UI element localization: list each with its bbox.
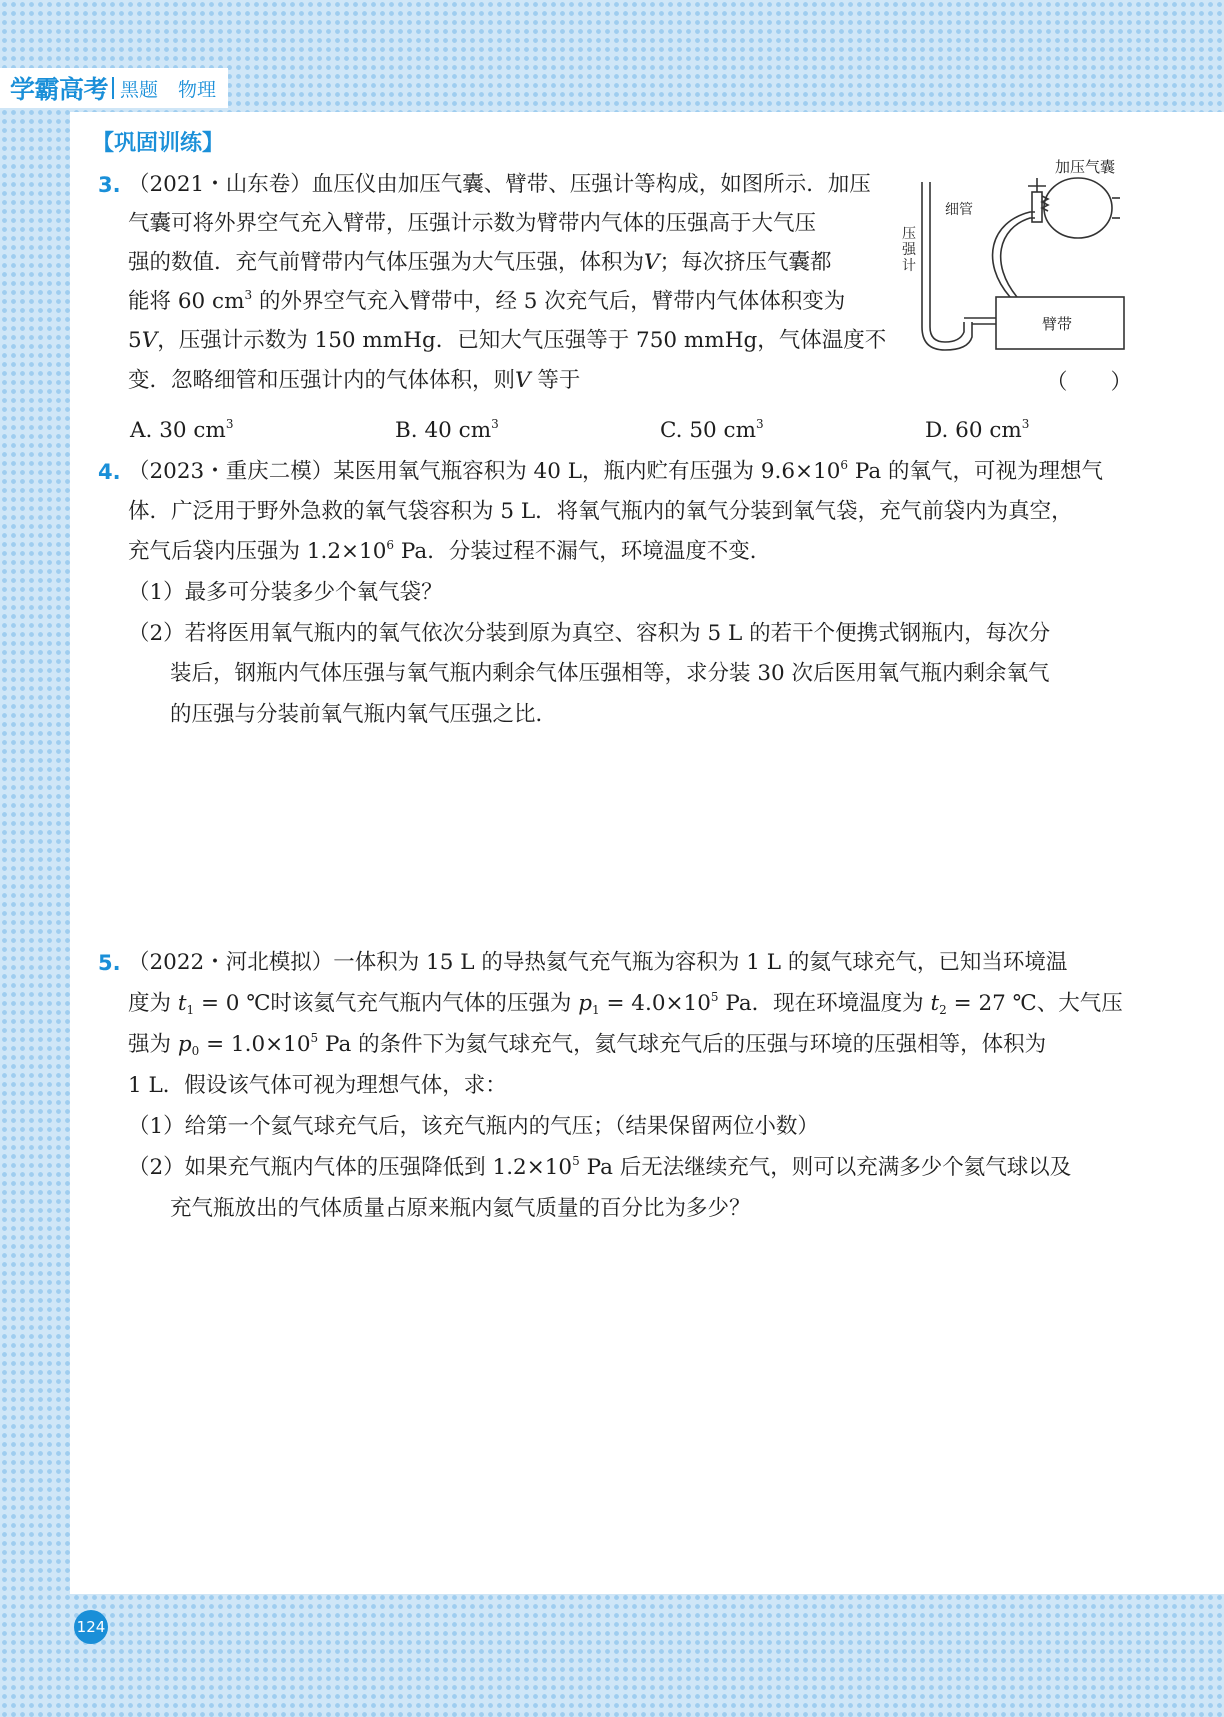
q4-sub-2-line-2: 装后，钢瓶内气体压强与氧气瓶内剩余气体压强相等，求分装 30 次后医用氧气瓶内剩余氧气 — [170, 661, 1050, 686]
section-title: 【巩固训练】 — [92, 131, 225, 156]
option-a: A. 30 $cm^3$ — [130, 417, 234, 443]
header-divider — [112, 77, 114, 99]
q4-line-1: （2023・重庆二模）某医用氧气瓶容积为 40 L，瓶内贮有压强为 $9.6\times 10^6$ Pa 的氧气，可视为理想气 — [128, 458, 1104, 484]
q3-line-6: 变．忽略细管和压强计内的气体体积，则V 等于 — [128, 368, 581, 393]
q3-line-3: 强的数值．充气前臂带内气体压强为大气压强，体积为V；每次挤压气囊都 — [128, 250, 832, 275]
label-gauge-3: 计 — [902, 258, 916, 274]
answer-blank: （ ） — [1046, 370, 1133, 395]
q4-sub-1: （1）最多可分装多少个氧气袋？ — [128, 580, 443, 605]
question-5-number: 5. — [98, 951, 121, 975]
subject-name: 物理 — [178, 78, 217, 101]
q4-line-2: 体．广泛用于野外急救的氧气袋容积为 5 L．将氧气瓶内的氧气分装到氧气袋，充气前袋内为真空， — [128, 499, 1073, 524]
option-d: D. 60 $cm^3$ — [925, 417, 1030, 443]
series-name: 黑题 — [120, 78, 159, 101]
label-cuff: 臂带 — [1042, 315, 1073, 333]
header-bar — [0, 68, 228, 108]
label-bulb: 加压气囊 — [1055, 158, 1116, 176]
blood-pressure-diagram — [880, 152, 1130, 362]
q5-sub-1: （1）给第一个氦气球充气后，该充气瓶内的气压；（结果保留两位小数） — [128, 1114, 819, 1139]
q3-line-5: 5V，压强计示数为 150 mmHg．已知大气压强等于 750 mmHg，气体温度不 — [128, 328, 887, 353]
q3-line-1: （2021・山东卷）血压仪由加压气囊、臂带、压强计等构成，如图所示．加压 — [128, 172, 871, 197]
q5-line-2: 度为 $t_1 = 0$ ℃时该氦气充气瓶内气体的压强为 $p_1 = 4.0\times 10^5$ Pa．现在环境温度为 $t_2 = 27$ ℃、大气压 — [128, 990, 1123, 1017]
label-tube: 细管 — [945, 202, 973, 218]
q3-line-4: 能将 60 $cm^3$ 的外界空气充入臂带中，经 5 次充气后，臂带内气体体积变为 — [128, 288, 846, 314]
option-c: C. 50 $cm^3$ — [660, 417, 764, 443]
q4-line-3: 充气后袋内压强为 $1.2\times 10^6$ Pa．分装过程不漏气，环境温度不变． — [128, 538, 772, 564]
option-b: B. 40 $cm^3$ — [395, 417, 499, 443]
page-number: 124 — [74, 1610, 108, 1644]
q5-line-1: （2022・河北模拟）一体积为 15 L 的导热氦气充气瓶为容积为 1 L 的氦气球充气，已知当环境温 — [128, 950, 1068, 975]
q5-line-3: 强为 $p_0 = 1.0\times 10^5$ Pa 的条件下为氦气球充气，氦气球充气后的压强与环境的压强相等，体积为 — [128, 1031, 1047, 1058]
question-3-number: 3. — [98, 173, 121, 197]
q5-sub-2-line-2: 充气瓶放出的气体质量占原来瓶内氦气质量的百分比为多少？ — [170, 1196, 751, 1221]
q3-line-2: 气囊可将外界空气充入臂带，压强计示数为臂带内气体的压强高于大气压 — [128, 211, 817, 236]
q4-sub-2-line-1: （2）若将医用氧气瓶内的氧气依次分装到原为真空、容积为 5 L 的若干个便携式钢瓶内，每次分 — [128, 621, 1051, 646]
pump-bulb — [1044, 178, 1112, 238]
label-gauge-2: 强 — [902, 242, 916, 258]
question-4-number: 4. — [98, 460, 121, 484]
q5-sub-2-line-1: （2）如果充气瓶内气体的压强降低到 $1.2\times 10^5$ Pa 后无法继续充气，则可以充满多少个氦气球以及 — [128, 1154, 1072, 1180]
q5-line-4: 1 L．假设该气体可视为理想气体，求： — [128, 1073, 507, 1098]
q4-sub-2-line-3: 的压强与分装前氧气瓶内氧气压强之比． — [170, 702, 558, 727]
brand-logo: 学霸高考 — [10, 75, 109, 104]
label-gauge-1: 压 — [902, 226, 916, 242]
